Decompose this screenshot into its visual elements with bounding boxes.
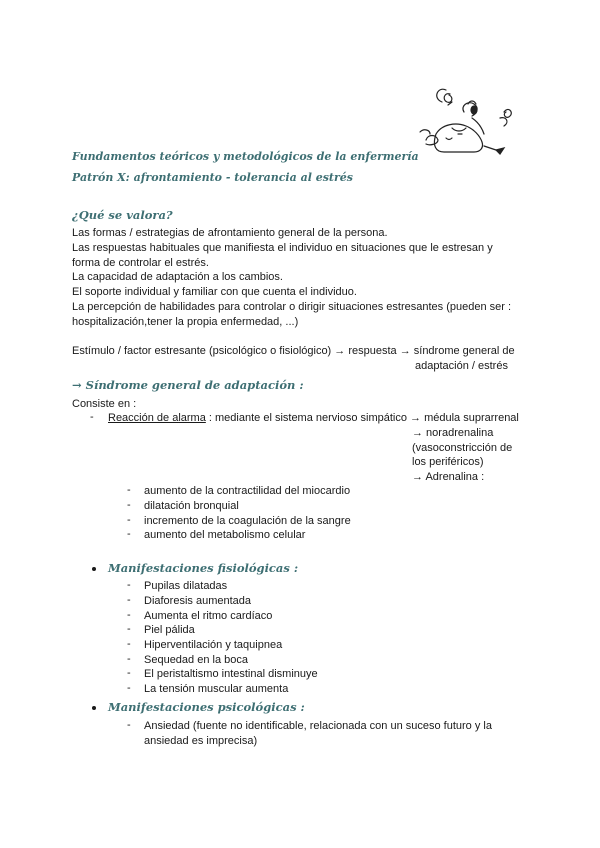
snoopy-doodle xyxy=(412,84,522,164)
fisio-item: Piel pálida xyxy=(144,624,195,636)
dash-marker: - xyxy=(127,609,131,621)
vasoconstriccion-line: (vasoconstricción de xyxy=(412,442,513,454)
perifericos-line: los periféricos) xyxy=(412,456,484,468)
psico-item-cont: ansiedad es imprecisa) xyxy=(144,735,258,747)
fisio-item: Hiperventilación y taquipnea xyxy=(144,639,283,651)
dash-marker: - xyxy=(127,484,131,496)
paragraph-line: forma de controlar el estrés. xyxy=(72,257,209,269)
dash-marker: - xyxy=(127,499,131,511)
stress-flow-line: Estímulo / factor estresante (psicológico o fisiológico) → respuesta → síndrome general de xyxy=(72,345,515,357)
fisio-item: Pupilas dilatadas xyxy=(144,580,228,592)
dash-marker: - xyxy=(127,623,131,635)
alarm-reaction-line xyxy=(108,411,519,426)
paragraph-line: Las formas / estrategias de afrontamiento general de la persona. xyxy=(72,227,388,239)
psico-item: Ansiedad (fuente no identificable, relacionada con un suceso futuro y la xyxy=(144,720,492,732)
noradrenalina-line: → noradrenalina xyxy=(412,427,494,439)
paragraph-line: Las respuestas habituales que manifiesta el individuo en situaciones que le estresan y xyxy=(72,242,493,254)
consiste-label: Consiste en : xyxy=(72,398,137,410)
dash-marker: - xyxy=(127,682,131,694)
dash-marker: - xyxy=(127,653,131,665)
section-heading-sga: → Síndrome general de adaptación : xyxy=(72,378,304,392)
alarm-reaction-text: : mediante el sistema nervioso simpático → médula suprarrenal xyxy=(205,412,519,424)
heading-manifestaciones-fisiologicas: Manifestaciones fisiológicas : xyxy=(108,561,299,575)
document-subtitle: Patrón X: afrontamiento - tolerancia al estrés xyxy=(72,171,353,184)
dash-marker: - xyxy=(127,514,131,526)
paragraph-line: hospitalización,tener la propia enfermedad, ...) xyxy=(72,316,299,328)
effect-item: aumento de la contractilidad del miocardio xyxy=(144,485,351,497)
bullet-icon xyxy=(92,567,96,571)
effect-item: dilatación bronquial xyxy=(144,500,239,512)
dash-marker: - xyxy=(127,579,131,591)
paragraph-line: El soporte individual y familiar con que cuenta el individuo. xyxy=(72,286,357,298)
fisio-item: Aumenta el ritmo cardíaco xyxy=(144,610,273,622)
adrenalina-line: → Adrenalina : xyxy=(412,471,485,483)
dash-marker: - xyxy=(127,719,131,731)
paragraph-line: La percepción de habilidades para controlar o dirigir situaciones estresantes (pueden ser : xyxy=(72,301,512,313)
effect-item: aumento del metabolismo celular xyxy=(144,529,306,541)
dash-marker: - xyxy=(90,411,94,423)
bullet-icon xyxy=(92,706,96,710)
section-heading-que-se-valora: ¿Qué se valora? xyxy=(72,208,173,222)
paragraph-line: La capacidad de adaptación a los cambios. xyxy=(72,271,283,283)
stress-flow-line-cont: adaptación / estrés xyxy=(415,360,508,372)
dash-marker: - xyxy=(127,667,131,679)
heading-manifestaciones-psicologicas: Manifestaciones psicológicas : xyxy=(108,700,305,714)
dash-marker: - xyxy=(127,528,131,540)
fisio-item: Sequedad en la boca xyxy=(144,654,248,666)
dash-marker: - xyxy=(127,594,131,606)
fisio-item: La tensión muscular aumenta xyxy=(144,683,289,695)
alarm-reaction-label: Reacción de alarma xyxy=(108,412,206,424)
effect-item: incremento de la coagulación de la sangre xyxy=(144,515,351,527)
fisio-item: El peristaltismo intestinal disminuye xyxy=(144,668,318,680)
document-title: Fundamentos teóricos y metodológicos de la enfermería xyxy=(72,150,419,163)
dash-marker: - xyxy=(127,638,131,650)
fisio-item: Diaforesis aumentada xyxy=(144,595,252,607)
